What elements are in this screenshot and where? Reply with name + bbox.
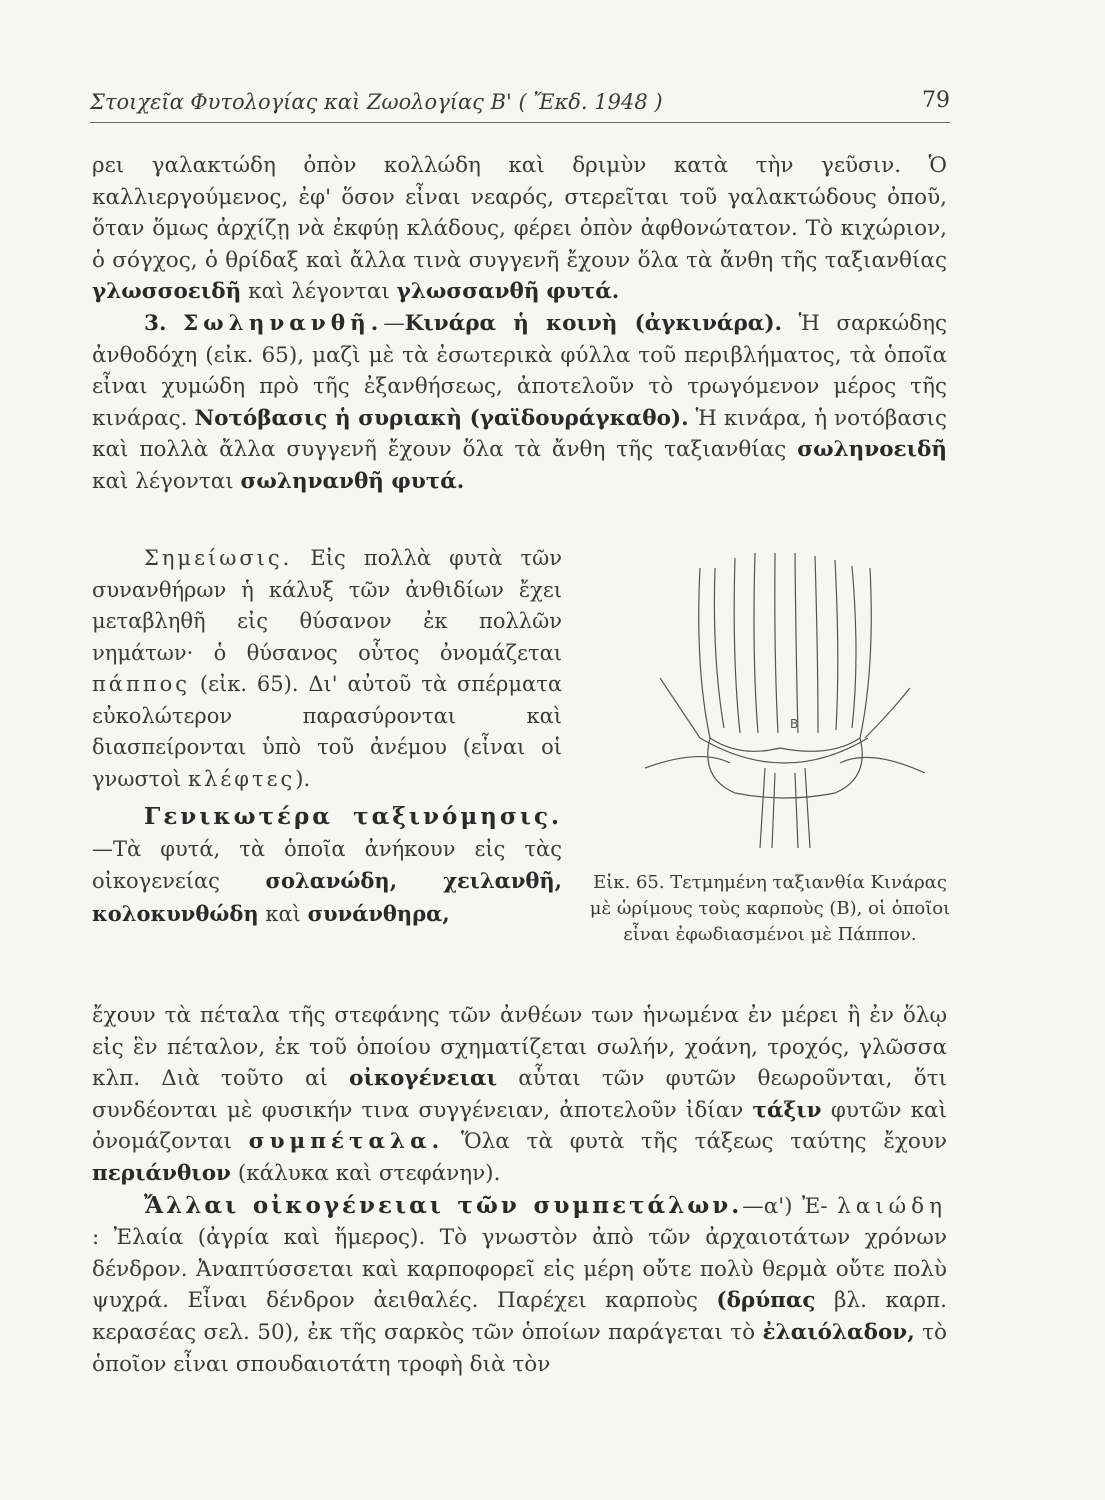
term-notovasis: Νοτόβασις ἡ συριακὴ (γαϊδουράγκαθο).	[194, 405, 689, 431]
term-taxin: τάξιν	[752, 1097, 822, 1123]
paragraph-1-end: φυτά.	[546, 279, 620, 305]
other-families-heading: Ἄλλαι οἰκογένειαι τῶν συμπετάλων.	[144, 1191, 743, 1219]
word-and: καὶ	[265, 901, 301, 926]
note-column	[92, 543, 562, 930]
section-continuation	[92, 1000, 947, 1190]
term-klephtes: κλέφτες	[187, 766, 296, 791]
term-elaiolado: ἐλαιόλαδον,	[762, 1319, 915, 1345]
other-families-text-3: βλ. καρπ. κερασέας σελ. 50), ἐκ τῆς σαρκὸς τῶν ὁποίων παράγεται τὸ	[92, 1288, 947, 1345]
artichoke-illustration	[640, 548, 930, 848]
term-glossoeidi: γλωσσοειδῆ	[92, 279, 242, 305]
term-perianthion: περιάνθιον	[92, 1160, 231, 1186]
note-end: ).	[295, 766, 311, 791]
dash: —	[383, 310, 405, 336]
term-oikogeneiai: οἰκογένειαι	[349, 1066, 497, 1092]
term-solinanthi: σωληνανθῆ φυτά.	[240, 468, 465, 494]
body-text-lower	[92, 1000, 947, 1380]
term-elaiodi: λαιώδη	[837, 1193, 947, 1219]
term-pappos: πάππος	[92, 672, 190, 696]
section-text-5: Ὅλα τὰ φυτὰ τῆς τάξεως ταύτης ἔχουν	[460, 1129, 948, 1155]
other-families-text-1: —α') Ἐ-	[742, 1193, 828, 1219]
other-families-paragraph	[92, 1190, 947, 1381]
note-paragraph	[92, 543, 562, 795]
section-number: 3.	[144, 310, 167, 336]
section-heading: Γενικωτέρα ταξινόμησις.	[144, 803, 562, 830]
notovasis-text: Ἡ κινάρα, ἡ νοτόβασις καὶ πολλὰ ἄλλα συγγενῆ ἔχουν ὅλα τὰ ἄνθη τῆς ταξιανθίας	[92, 405, 947, 463]
page-number: 79	[922, 88, 950, 113]
figure-caption: Εἰκ. 65. Τετμημένη ταξιανθία Κινάρας μὲ ὡρίμους τοὺς καρποὺς (Β), οἱ ὁποῖοι εἶναι ἐφωδιασμένοι μὲ Πάππον.	[589, 872, 951, 945]
paragraph-1-mid: καὶ λέγονται	[248, 279, 390, 305]
note-text-2: (εἰκ. 65). Δι' αὐτοῦ τὰ σπέρματα εὐκολώτερον παρασύρονται καὶ διασπείρονται ὑπὸ τοῦ ἀνέμου (εἶναι οἱ γνωστοὶ	[92, 672, 562, 791]
other-families-text-4: τὸ ὁποῖον εἶναι σπουδαιοτάτη τροφὴ διὰ τὸν	[92, 1319, 947, 1377]
term-sympetala: συμπέταλα.	[248, 1129, 445, 1155]
para2-mid: καὶ λέγονται	[92, 468, 234, 494]
header-title: Στοιχεῖα Φυτολογίας καὶ Ζωολογίας Β' ( Ἔκδ. 1948 )	[90, 90, 663, 114]
paragraph-1	[92, 150, 947, 308]
section-title-spaced: Σωληνανθῆ.	[182, 310, 384, 336]
other-families-text-2: : Ἐλαία (ἀγρία καὶ ἥμερος). Τὸ γνωστὸν ἀπὸ τῶν ἀρχαιοτάτων χρόνων δένδρον. Ἀναπτύσσεται καὶ καρποφορεῖ εἰς μέρη οὔτε πολὺ θερμὰ οὔτε πολὺ ψυχρά. Εἶναι δένδρον ἀειθαλές. Παρέχει καρποὺς	[92, 1225, 947, 1314]
term-glossanthi: γλωσσανθῆ	[396, 279, 540, 305]
paragraph-sωληνανθη	[92, 308, 947, 498]
term-solinoeidi: σωληνοειδῆ	[797, 437, 947, 463]
kinara-text: Ἡ σαρκώδης ἀνθοδόχη (εἰκ. 65), μαζὶ μὲ τὰ ἐσωτερικὰ φύλλα τοῦ περιβλήματος, τὰ ὁποῖα εἶναι χυμώδη πρὸ τῆς ἐξανθήσεως, ἀποτελοῦν τὸ τρωγόμενον μέρος τῆς κινάρας.	[92, 310, 948, 431]
section-text-6: (κάλυκα καὶ στεφάνην).	[237, 1160, 501, 1186]
term-families: σολανώδη, χειλανθῆ, κολοκυνθώδη	[92, 868, 562, 926]
section-text-2: ἔχουν τὰ πέταλα τῆς στεφάνης τῶν ἀνθέων των ἡνωμένα ἐν μέρει ἢ ἐν ὅλῳ εἰς ἓν πέταλον, ἐκ τοῦ ὁποίου σχηματίζεται σωλήν, χοάνη, τροχός, γλῶσσα κλπ. Διὰ τοῦτο αἱ	[92, 1003, 947, 1092]
section-text-4: φυτῶν καὶ ὀνομάζονται	[92, 1097, 948, 1155]
running-header	[90, 88, 950, 123]
figure-label-b: Β	[790, 717, 799, 731]
paragraph-1-text: ρει γαλακτώδη ὀπὸν κολλώδη καὶ δριμὺν κατὰ τὴν γεῦσιν. Ὁ καλλιεργούμενος, ἐφ' ὅσον εἶναι νεαρός, στερεῖται τοῦ γαλακτώδους ὀποῦ, ὅταν ὅμως ἀρχίζῃ νὰ ἐκφύῃ κλάδους, φέρει ὀπὸν ἀφθονώτατον. Τὸ κιχώριον, ὁ σόγχος, ὁ θρίδαξ καὶ ἄλλα τινὰ συγγενῆ ἔχουν ὅλα τὰ ἄνθη τῆς ταξιανθίας	[92, 153, 947, 273]
note-text-1: Εἰς πολλὰ φυτὰ τῶν συνανθήρων ἡ κάλυξ τῶν ἀνθιδίων ἔχει μεταβληθῆ εἰς θύσανον ἐκ πολλῶν νημάτων· ὁ θύσανος οὗτος ὀνομάζεται	[92, 546, 562, 665]
note-label: Σημείωσις.	[144, 546, 293, 570]
section-text-1: —Τὰ φυτά, τὰ ὁποῖα ἀνήκουν εἰς τὰς οἰκογενείας	[92, 836, 562, 893]
section-text-3: αὗται τῶν φυτῶν θεωροῦνται, ὅτι συνδέονται μὲ φυσικήν τινα συγγένειαν, ἀποτελοῦν ἰδίαν	[92, 1066, 948, 1123]
term-kinara: Κινάρα ἡ κοινὴ (ἀγκινάρα).	[404, 310, 782, 336]
term-drypas: (δρύπας	[716, 1288, 816, 1314]
body-text-top	[92, 150, 947, 498]
term-synanthira: συνάνθηρα,	[307, 900, 450, 926]
section-paragraph	[92, 801, 562, 930]
